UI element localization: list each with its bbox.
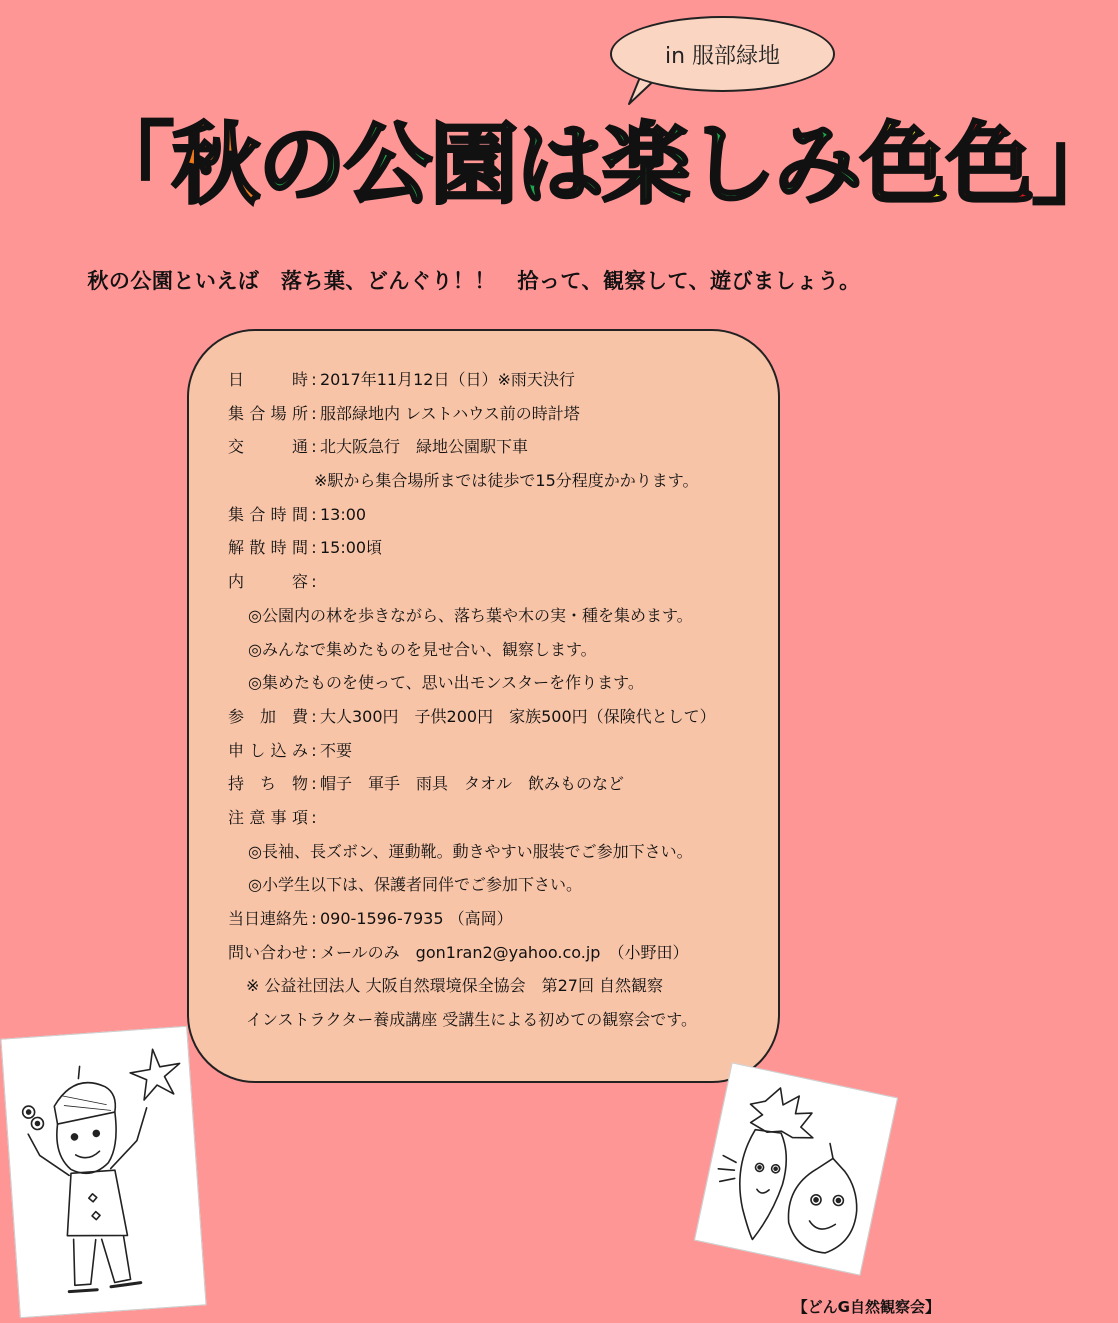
meeting-place-label: 集合場所 [228,403,308,423]
transport-value: 北大阪急行 緑地公園駅下車 [320,437,529,457]
transport-note: ※駅から集合場所までは徒歩で15分程度かかります。 [314,471,699,491]
title-char: 「 [86,113,173,216]
fee-value: 大人300円 子供200円 家族500円（保険代として） [320,706,716,726]
application-value: 不要 [320,740,353,760]
title-char: し [688,113,775,216]
title-char: み [774,113,861,216]
fee-label: 参加費 [228,706,308,726]
transport-label: 交通 [228,437,308,457]
content-item: ◎集めたものを使って、思い出モンスターを作ります。 [248,673,644,693]
contact-day-row: 当日連絡先 : 090-1596-7935 （高岡） [228,905,768,939]
cautions-label: 注意事項 [228,807,308,827]
date-row: 日時 : 2017年11月12日（日）※雨天決行 [228,366,768,400]
content-item: ◎公園内の林を歩きながら、落ち葉や木の実・種を集めます。 [248,605,693,625]
date-label: 日時 [228,370,308,389]
end-time-value: 15:00頃 [320,538,383,558]
title-char: 園 [430,113,517,216]
boy-illustration [0,1026,206,1318]
title-char: は [516,113,603,216]
inquiry-row: 問い合わせ : メールのみ gon1ran2@yahoo.co.jp （小野田） [228,939,768,973]
leaf-illustration [694,1062,898,1275]
title-char: 」 [1032,113,1118,216]
title-char: 楽 [602,113,689,216]
meeting-place-row: 集合場所 : 服部緑地内 レストハウス前の時計塔 [228,400,768,434]
date-value: 2017年11月12日（日）※雨天決行 [320,370,575,389]
title-char: 色 [946,113,1033,216]
contact-day-value: 090-1596-7935 （高岡） [320,909,513,928]
event-info [228,366,768,1040]
page-title [86,100,1118,230]
organizer-credit: 【どんG自然観察会】 [792,1298,940,1316]
location-bubble [610,16,835,92]
meeting-time-value: 13:00 [320,504,367,524]
contact-day-label: 当日連絡先 [228,909,309,928]
transport-row: 交通 : 北大阪急行 緑地公園駅下車 [228,433,768,467]
cautions-row: 注意事項 : [228,804,768,838]
footnote-line: ※ 公益社団法人 大阪自然環境保全協会 第27回 自然観察 [246,976,664,996]
belongings-label: 持ち物 [228,774,308,794]
belongings-value: 帽子 軍手 雨具 タオル 飲みものなど [320,774,625,794]
end-time-label: 解散時間 [228,538,308,558]
application-label: 申し込み [228,740,308,760]
inquiry-value: メールのみ gon1ran2@yahoo.co.jp （小野田） [320,942,689,962]
title-char: 公 [344,113,431,216]
end-time-row: 解散時間 : 15:00頃 [228,534,768,568]
title-char: 秋 [172,113,259,216]
location-text: in 服部緑地 [664,43,781,69]
content-label: 内容 [228,572,308,592]
content-item: ◎みんなで集めたものを見せ合い、観察します。 [248,639,597,659]
belongings-row: 持ち物 : 帽子 軍手 雨具 タオル 飲みものなど [228,770,768,804]
meeting-place-value: 服部緑地内 レストハウス前の時計塔 [320,403,580,423]
caution-item: ◎小学生以下は、保護者同伴でご参加下さい。 [248,875,582,895]
caution-item: ◎長袖、長ズボン、運動靴。動きやすい服装でご参加下さい。 [248,841,693,861]
title-char: 色 [860,113,947,216]
application-row: 申し込み : 不要 [228,737,768,771]
inquiry-label: 問い合わせ [228,942,309,962]
meeting-time-row: 集合時間 : 13:00 [228,501,768,535]
content-row: 内容 : [228,568,768,602]
subtitle: 秋の公園といえば 落ち葉、どんぐり！！ 拾って、観察して、遊びましょう。 [87,269,861,293]
title-char: の [258,113,345,216]
footnote-line: インストラクター養成講座 受講生による初めての観察会です。 [246,1010,698,1030]
meeting-time-label: 集合時間 [228,504,308,524]
fee-row: 参加費 : 大人300円 子供200円 家族500円（保険代として） [228,703,768,737]
